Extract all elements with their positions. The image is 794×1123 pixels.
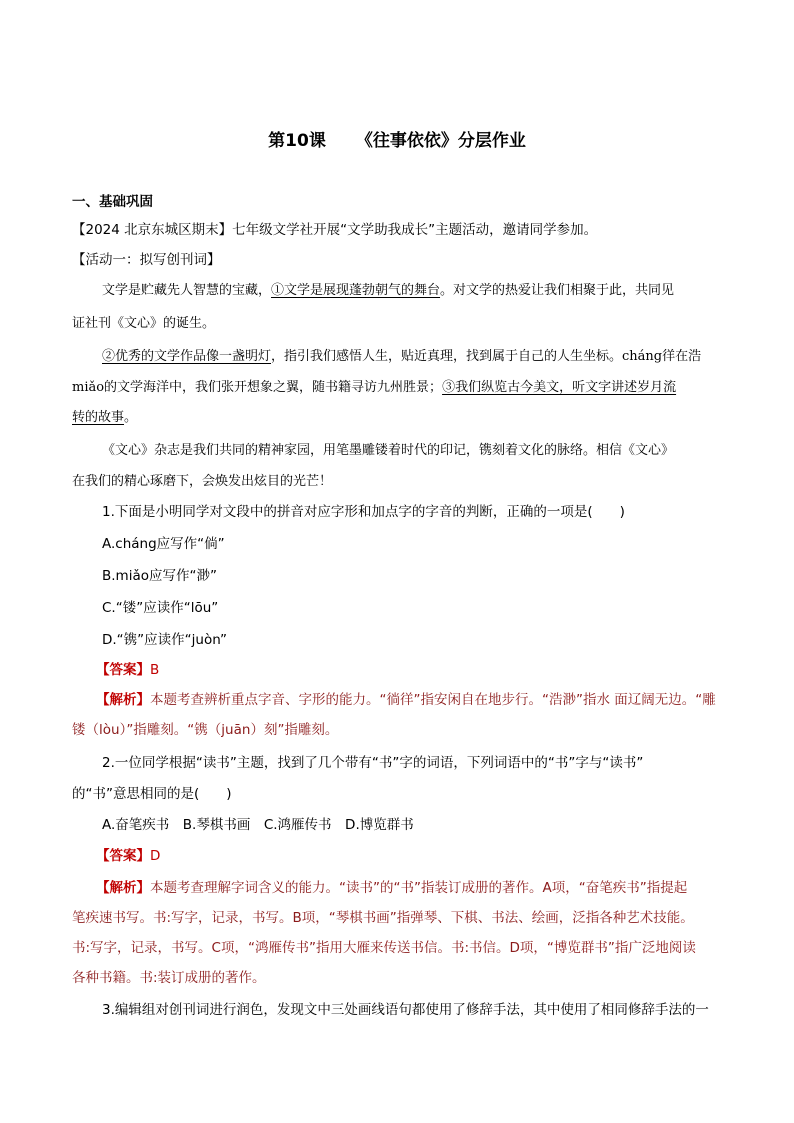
question-2-stem: 2.一位同学根据“读书”主题，找到了几个带有“书”字的词语，下列词语中的“书”字与“读书” bbox=[102, 755, 644, 771]
passage-line: ②优秀的文学作品像一盏明灯，指引我们感悟人生，贴近真理，找到属于自己的人生坐标。cháng徉在浩 bbox=[102, 349, 702, 364]
page-title bbox=[0, 130, 794, 152]
question-1-answer: 【答案】B bbox=[96, 662, 160, 678]
question-2-stem: 的“书”意思相同的是( ) bbox=[72, 786, 232, 802]
question-1-option: B.miǎo应写作“渺” bbox=[102, 568, 217, 584]
intro-text: 【2024 北京东城区期末】七年级文学社开展“文学助我成长”主题活动，邀请同学参加。 bbox=[72, 222, 598, 238]
question-1-analysis: 镂（lòu）”指雕刻。“镌（juān）刻”指雕刻。 bbox=[72, 722, 339, 738]
question-1-option: D.“镌”应读作“juòn” bbox=[102, 632, 228, 648]
lesson-name: 《往事依依》分层作业 bbox=[355, 131, 526, 151]
question-2-options: A.奋笔疾书 B.琴棋书画 C.鸿雁传书 D.博览群书 bbox=[102, 817, 414, 833]
question-2-analysis: 各种书籍。书:装订成册的著作。 bbox=[72, 970, 266, 986]
question-1-option: C.“镂”应读作“lōu” bbox=[102, 600, 219, 616]
question-2-analysis: 书:写字，记录，书写。C项，“鸿雁传书”指用大雁来传送书信。书:书信。D项，“博览群书”指广泛地阅读 bbox=[72, 940, 696, 956]
section-heading: 一、基础巩固 bbox=[72, 194, 153, 210]
question-2-analysis: 笔疾速书写。书:写字，记录，书写。B项，“琴棋书画”指弹琴、下棋、书法、绘画，泛指各种艺术技能。 bbox=[72, 910, 694, 926]
activity-heading: 【活动一：拟写创刊词】 bbox=[72, 252, 221, 268]
question-1-stem: 1.下面是小明同学对文段中的拼音对应字形和加点字的字音的判断，正确的一项是( ) bbox=[102, 504, 625, 520]
passage-line: 转的故事。 bbox=[72, 410, 138, 425]
passage-line: 《文心》杂志是我们共同的精神家园，用笔墨雕镂着时代的印记，镌刻着文化的脉络。相信《文心》 bbox=[102, 443, 675, 458]
passage-line: 在我们的精心琢磨下，会焕发出炫目的光芒！ bbox=[72, 474, 333, 489]
question-1-analysis: 【解析】本题考查辨析重点字音、字形的能力。“徜徉”指安闲自在地步行。“浩渺”指水 面辽阔无边。“雕 bbox=[96, 692, 716, 708]
passage-line: miǎo的文学海洋中，我们张开想象之翼，随书籍寻访九州胜景；③我们纵览古今美文，听文字讲述岁月流 bbox=[72, 380, 677, 395]
question-3-stem: 3.编辑组对创刊词进行润色，发现文中三处画线语句都使用了修辞手法，其中使用了相同修辞手法的一 bbox=[102, 1002, 709, 1018]
passage-line: 证社刊《文心》的诞生。 bbox=[72, 316, 216, 331]
lesson-number: 第10课 bbox=[268, 131, 326, 151]
question-2-analysis: 【解析】本题考查理解字词含义的能力。“读书”的“书”指装订成册的著作。A项，“奋笔疾书”指提起 bbox=[96, 880, 688, 896]
question-2-answer: 【答案】D bbox=[96, 848, 161, 864]
question-1-option: A.cháng应写作“倘” bbox=[102, 536, 225, 552]
passage-line: 文学是贮藏先人智慧的宝藏，①文学是展现蓬勃朝气的舞台。对文学的热爱让我们相聚于此，共同见 bbox=[102, 283, 675, 298]
